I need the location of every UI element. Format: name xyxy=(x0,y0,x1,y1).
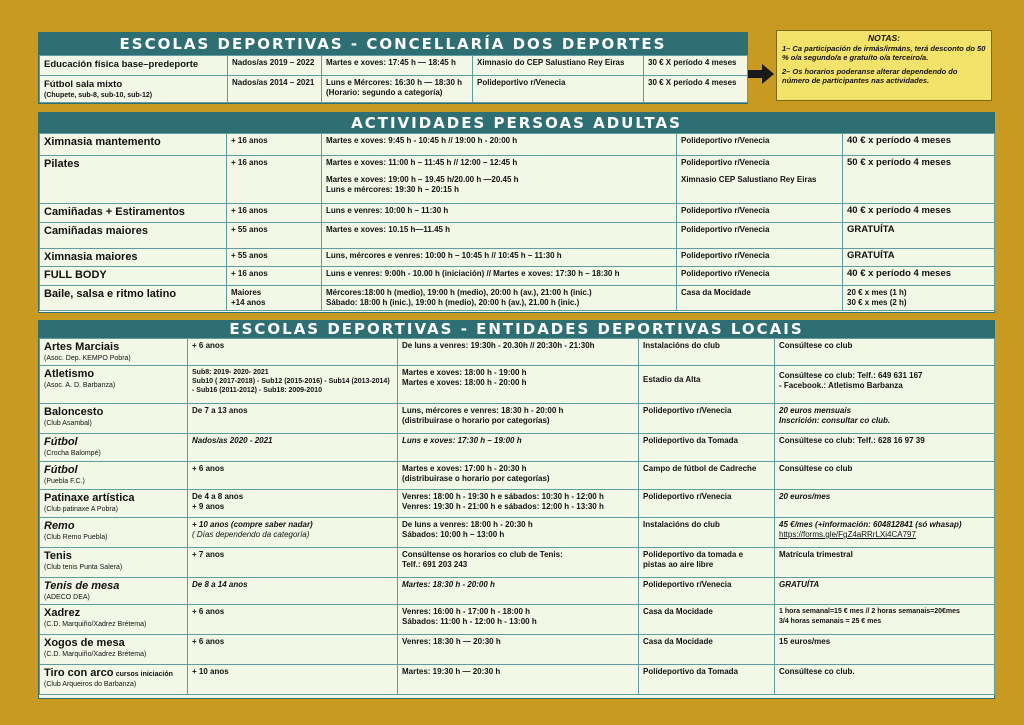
place-cell: Polideportivo r/Venecia Ximnasio CEP Salustiano Rey Eiras xyxy=(677,156,843,204)
place-cell: Ximnasio do CEP Salustiano Rey Eiras xyxy=(473,56,644,76)
local-table xyxy=(39,338,995,695)
info-cell: Matrícula trimestral xyxy=(775,548,995,578)
activity-name: Baile, salsa e ritmo latino xyxy=(40,286,227,311)
age-cell: + 10 anos xyxy=(188,665,398,695)
schedule-cell: Martes e xoves: 9:45 h - 10:45 h // 19:00 h - 20:00 h xyxy=(322,134,677,156)
municipal-sports-schools-title: ESCOLAS DEPORTIVAS - CONCELLARÍA DOS DEPORTES xyxy=(39,33,747,55)
schedule-cell: Luns e venres: 10:00 h – 11:30 h xyxy=(322,204,677,223)
notes-title: NOTAS: xyxy=(868,33,900,43)
table-row xyxy=(40,518,995,548)
schedule-cell: Martes e xoves: 10.15 h—11.45 h xyxy=(322,223,677,249)
schedule-cell: Martes: 18:30 h - 20:00 h xyxy=(398,578,639,605)
schedule-cell: Luns e Mércores: 16:30 h — 18:30 h (Horario: segundo a categoría) xyxy=(322,76,473,103)
notes-box xyxy=(776,30,992,101)
schedule-cell: Martes: 19:30 h — 20:30 h xyxy=(398,665,639,695)
place-cell: Polideportivo da Tomada xyxy=(639,434,775,462)
table-row xyxy=(40,665,995,695)
info-cell: Consúltese co club. xyxy=(775,665,995,695)
schedule-cell: Luns e venres: 9:00h - 10.00 h (iniciación) // Martes e xoves: 17:30 h – 18:30 h xyxy=(322,267,677,286)
schedule-cell: Luns, mércores e venres: 10:00 h – 10:45 h // 10:45 h – 11:30 h xyxy=(322,249,677,267)
adult-activities-table xyxy=(38,112,995,313)
club-cell: Tenis (Club tenis Punta Salera) xyxy=(40,548,188,578)
schedule-cell: Venres: 16:00 h - 17:00 h - 18:00 h Sábados: 11:00 h - 12:00 h - 13:00 h xyxy=(398,605,639,635)
club-cell: Baloncesto (Club Asambal) xyxy=(40,404,188,434)
age-cell: + 6 anos xyxy=(188,462,398,490)
place-cell: Polideportivo da tomada e pistas ao aire libre xyxy=(639,548,775,578)
schedule-cell: Martes e xoves: 11:00 h – 11:45 h // 12:00 – 12:45 h Martes e xoves: 19:00 h – 19.45 h/20.00 h —20.45 h Luns e mércores: 19:30 h – 20:15 h xyxy=(322,156,677,204)
place-cell: Estadio da Alta xyxy=(639,366,775,404)
table-row xyxy=(40,223,995,249)
place-cell: Casa da Mocidade xyxy=(677,286,843,311)
place-cell: Polideportivo r/Venecia xyxy=(639,578,775,605)
municipal-sports-schools-table xyxy=(38,32,748,104)
activity-name: Fútbol sala mixto (Chupete, sub-8, sub-10, sub-12) xyxy=(40,76,228,103)
table-row xyxy=(40,578,995,605)
note-1: 1– Ca participación de irmás/irmáns, terá desconto do 50 % o/a segundo/a e gratuíto o/a terceiro/a. xyxy=(782,43,986,62)
place-cell: Instalacións do club xyxy=(639,339,775,366)
table-row xyxy=(40,286,995,311)
club-cell: Remo (Club Remo Puebla) xyxy=(40,518,188,548)
price-cell: 30 € X período 4 meses xyxy=(644,76,748,103)
age-cell: + 10 anos (compre saber nadar) ( Días dependendo da categoría) xyxy=(188,518,398,548)
age-cell: De 8 a 14 anos xyxy=(188,578,398,605)
place-cell: Polideportivo r/Venecia xyxy=(473,76,644,103)
schedule-cell: Martes e xoves: 17:45 h — 18:45 h xyxy=(322,56,473,76)
price-cell: 30 € X período 4 meses xyxy=(644,56,748,76)
club-cell: Atletismo (Asoc. A. D. Barbanza) xyxy=(40,366,188,404)
table-row xyxy=(40,605,995,635)
place-cell: Polideportivo r/Venecia xyxy=(677,267,843,286)
age-cell: + 6 anos xyxy=(188,635,398,665)
local-entities-table xyxy=(38,320,995,699)
club-cell: Artes Marciais (Asoc. Dep. KEMPO Pobra) xyxy=(40,339,188,366)
place-cell: Casa da Mocidade xyxy=(639,635,775,665)
activity-name: Camiñadas maiores xyxy=(40,223,227,249)
club-cell: Fútbol (Crocha Balompé) xyxy=(40,434,188,462)
info-cell: Consúltese co club: Telf.: 628 16 97 39 xyxy=(775,434,995,462)
place-cell: Polideportivo r/Venecia xyxy=(677,249,843,267)
table-row xyxy=(40,156,995,204)
club-cell: Tenis de mesa (ADECO DEA) xyxy=(40,578,188,605)
price-cell: GRATUÍTA xyxy=(843,223,995,249)
schedule-cell: Consúltense os horarios co club de Tenis: Telf.: 691 203 243 xyxy=(398,548,639,578)
age-cell: + 6 anos xyxy=(188,339,398,366)
schedule-cell: Martes e xoves: 18:00 h - 19:00 h Martes e xoves: 18:00 h - 20:00 h xyxy=(398,366,639,404)
table-row xyxy=(40,249,995,267)
age-cell: De 4 a 8 anos + 9 anos xyxy=(188,490,398,518)
price-cell: 20 € x mes (1 h) 30 € x mes (2 h) xyxy=(843,286,995,311)
age-cell: Nados/as 2019 – 2022 xyxy=(228,56,322,76)
age-cell: + 6 anos xyxy=(188,605,398,635)
table-row xyxy=(40,462,995,490)
table-row xyxy=(40,267,995,286)
adult-table xyxy=(39,133,995,311)
age-cell: + 55 anos xyxy=(227,249,322,267)
schedule-cell: Luns e xoves: 17:30 h – 19:00 h xyxy=(398,434,639,462)
table-row xyxy=(40,404,995,434)
age-cell: Nados/as 2014 – 2021 xyxy=(228,76,322,103)
info-cell: 15 euros/mes xyxy=(775,635,995,665)
schedule-cell: De luns a venres: 18:00 h - 20:30 h Sábados: 10:00 h – 13:00 h xyxy=(398,518,639,548)
activity-name: Camiñadas + Estiramentos xyxy=(40,204,227,223)
info-cell: Consúltese co club: Telf.: 649 631 167 - Facebook.: Atletismo Barbanza xyxy=(775,366,995,404)
price-cell: 50 € x período 4 meses xyxy=(843,156,995,204)
info-cell: GRATUÍTA xyxy=(775,578,995,605)
arrow-right-icon xyxy=(748,64,774,84)
place-cell: Polideportivo r/Venecia xyxy=(677,134,843,156)
age-cell: + 16 anos xyxy=(227,134,322,156)
table-row xyxy=(40,366,995,404)
table-row xyxy=(40,635,995,665)
club-cell: Xogos de mesa (C.D. Marquiño/Xadrez Brétema) xyxy=(40,635,188,665)
age-cell: + 55 anos xyxy=(227,223,322,249)
registration-link[interactable]: https://forms.gle/FgZ4aRRrLXi4CA797 xyxy=(779,530,916,539)
info-cell: Consúltese co club xyxy=(775,339,995,366)
activity-name: Ximnasia maiores xyxy=(40,249,227,267)
age-cell: Sub8: 2019- 2020- 2021 Sub10 ( 2017-2018) - Sub12 (2015-2016) - Sub14 (2013-2014) - Sub16 (2011-2012) - Sub18: 2009-2010 xyxy=(188,366,398,404)
activity-name: Pilates xyxy=(40,156,227,204)
club-cell: Fútbol (Puebla F.C.) xyxy=(40,462,188,490)
table-row xyxy=(40,134,995,156)
local-entities-title: ESCOLAS DEPORTIVAS - ENTIDADES DEPORTIVAS LOCAIS xyxy=(39,321,994,338)
price-cell: 40 € x período 4 meses xyxy=(843,134,995,156)
place-cell: Campo de fútbol de Cadreche xyxy=(639,462,775,490)
age-cell: + 16 anos xyxy=(227,156,322,204)
price-cell: 40 € x período 4 meses xyxy=(843,204,995,223)
age-cell: + 16 anos xyxy=(227,267,322,286)
place-cell: Polideportivo r/Venecia xyxy=(677,204,843,223)
info-cell: 45 €/mes (+información: 604812841 (só whasap) https://forms.gle/FgZ4aRRrLXi4CA797 xyxy=(775,518,995,548)
info-cell: 20 euros mensuais Inscrición: consultar co club. xyxy=(775,404,995,434)
activity-name: FULL BODY xyxy=(40,267,227,286)
age-cell: De 7 a 13 anos xyxy=(188,404,398,434)
schedule-cell: Mércores:18:00 h (medio), 19:00 h (medio), 20:00 h (av.), 21:00 h (inic.) Sábado: 18:00 h (inic.), 19:00 h (medio), 20:00 h (av.), 21.00 h (inic.) xyxy=(322,286,677,311)
schedule-cell: Venres: 18:30 h — 20:30 h xyxy=(398,635,639,665)
age-cell: Maiores +14 anos xyxy=(227,286,322,311)
table-row xyxy=(40,56,748,76)
schedule-cell: Venres: 18:00 h - 19:30 h e sábados: 10:30 h - 12:00 h Venres: 19:30 h - 21:00 h e sábados: 12:00 h - 13:30 h xyxy=(398,490,639,518)
schedule-cell: De luns a venres: 19:30h - 20.30h // 20:30h - 21:30h xyxy=(398,339,639,366)
schedule-cell: Luns, mércores e venres: 18:30 h - 20:00 h (distribuirase o horario por categorías) xyxy=(398,404,639,434)
place-cell: Polideportivo r/Venecia xyxy=(639,404,775,434)
place-cell: Polideportivo r/Venecia xyxy=(639,490,775,518)
table-row xyxy=(40,339,995,366)
age-cell: + 16 anos xyxy=(227,204,322,223)
place-cell: Polideportivo da Tomada xyxy=(639,665,775,695)
age-cell: Nados/as 2020 - 2021 xyxy=(188,434,398,462)
activity-name: Educación física base–predeporte xyxy=(40,56,228,76)
place-cell: Polideportivo r/Venecia xyxy=(677,223,843,249)
price-cell: GRATUÍTA xyxy=(843,249,995,267)
info-cell: 1 hora semanal=15 € mes // 2 horas semanais=20€mes 3/4 horas semanais = 25 € mes xyxy=(775,605,995,635)
club-cell: Tiro con arco cursos iniciación (Club Arqueiros do Barbanza) xyxy=(40,665,188,695)
place-cell: Casa da Mocidade xyxy=(639,605,775,635)
info-cell: Consúltese co club xyxy=(775,462,995,490)
club-cell: Patinaxe artística (Club patinaxe A Pobra) xyxy=(40,490,188,518)
activity-name: Ximnasia mantemento xyxy=(40,134,227,156)
club-cell: Xadrez (C.D. Marquiño/Xadrez Brétema) xyxy=(40,605,188,635)
place-cell: Instalacións do club xyxy=(639,518,775,548)
adult-activities-title: ACTIVIDADES PERSOAS ADULTAS xyxy=(39,113,994,133)
price-cell: 40 € x período 4 meses xyxy=(843,267,995,286)
table-row xyxy=(40,434,995,462)
table-row xyxy=(40,204,995,223)
municipal-table xyxy=(39,55,748,103)
note-2: 2– Os horarios poderanse alterar dependendo do número de participantes nas actividades. xyxy=(782,66,958,85)
schedule-cell: Martes e xoves: 17:00 h - 20:30 h (distribuirase o horario por categorías) xyxy=(398,462,639,490)
table-row xyxy=(40,76,748,103)
table-row xyxy=(40,490,995,518)
age-cell: + 7 anos xyxy=(188,548,398,578)
table-row xyxy=(40,548,995,578)
info-cell: 20 euros/mes xyxy=(775,490,995,518)
